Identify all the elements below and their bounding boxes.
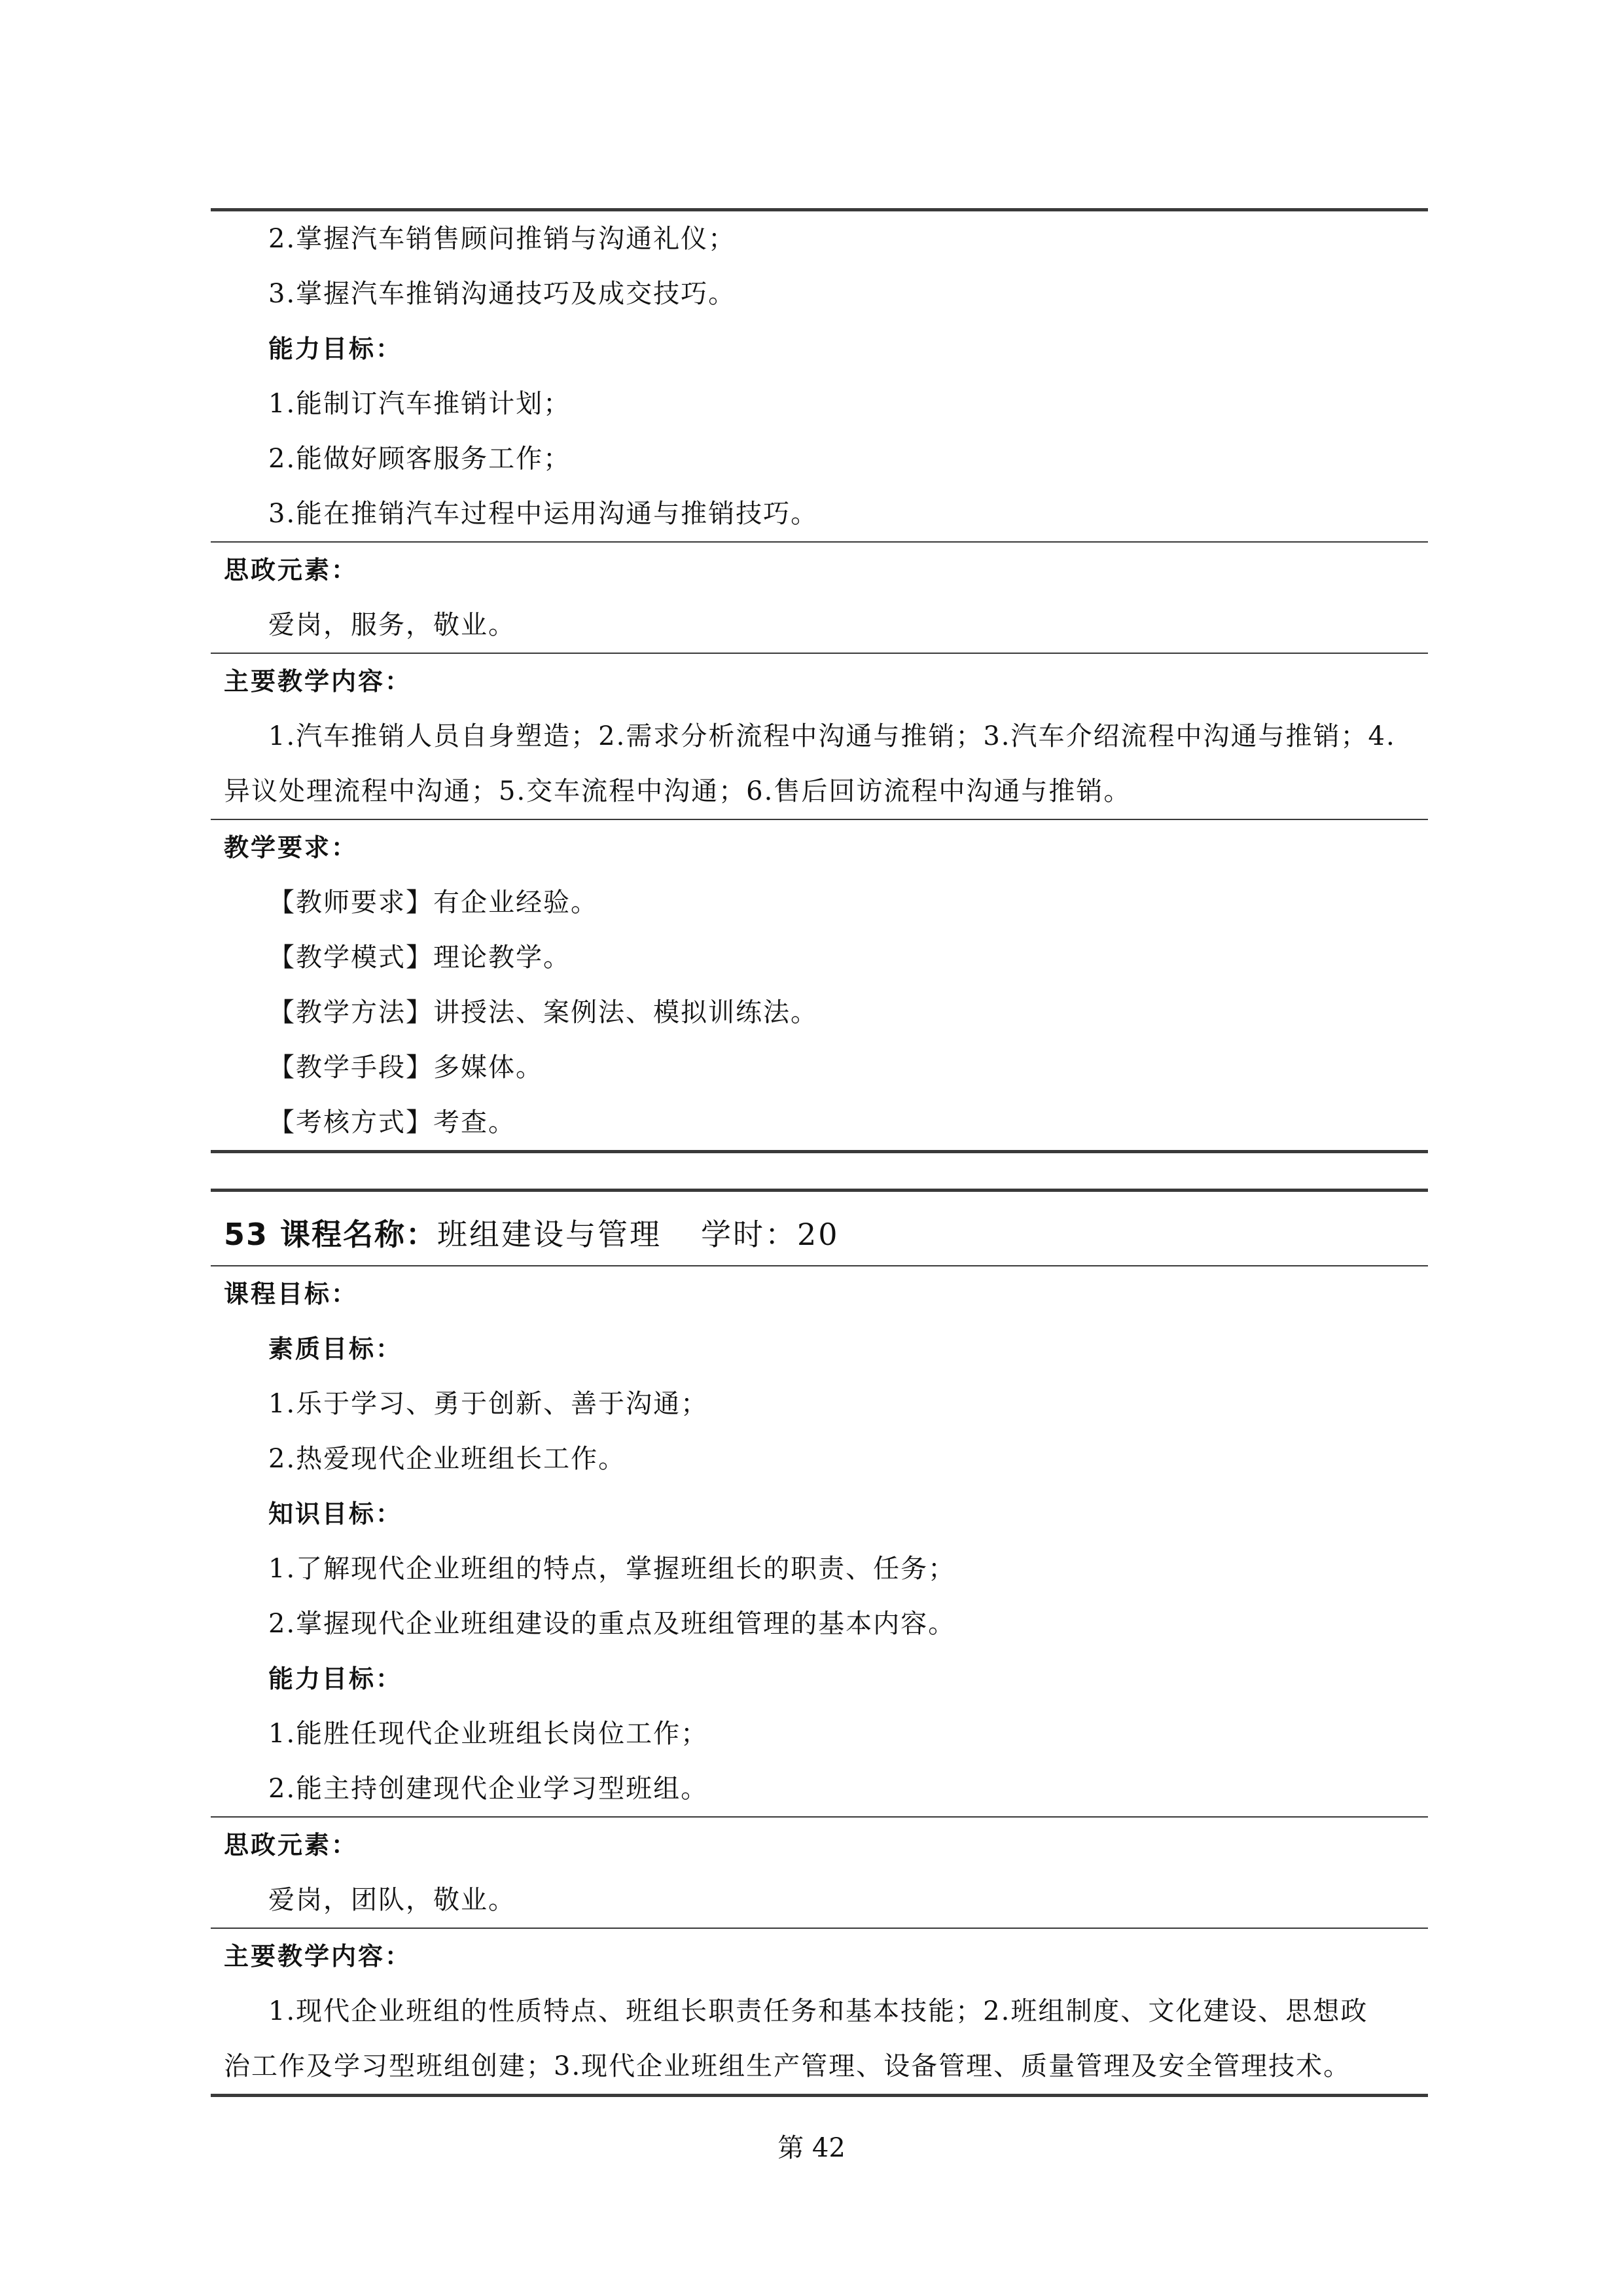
requirement-assessment: 【考核方式】考查。 (268, 1107, 516, 1138)
requirement-mode: 【教学模式】理论教学。 (268, 942, 571, 973)
knowledge-heading: 知识目标： (268, 1499, 403, 1528)
requirement-means: 【教学手段】多媒体。 (268, 1052, 543, 1083)
content-heading: 主要教学内容： (224, 667, 412, 696)
knowledge-item-1: 1.了解现代企业班组的特点，掌握班组长的职责、任务； (268, 1554, 956, 1584)
ideology-cell (211, 1816, 1428, 1928)
goals-cell (211, 1265, 1428, 1816)
ideology-heading: 思政元素： (224, 1831, 359, 1859)
ability-item-1: 1.能制订汽车推销计划； (268, 389, 571, 419)
course-52-table (211, 208, 1428, 1153)
ability-heading: 能力目标： (268, 334, 403, 363)
page-number: 第 42 (777, 2133, 846, 2163)
knowledge-item-3: 3.掌握汽车推销沟通技巧及成交技巧。 (268, 279, 736, 309)
course-hours: 学时：20 (701, 1217, 840, 1252)
ability-item-3: 3.能在推销汽车过程中运用沟通与推销技巧。 (268, 499, 819, 529)
ability-item-1: 1.能胜任现代企业班组长岗位工作； (268, 1719, 709, 1749)
content-line-2: 异议处理流程中沟通；5.交车流程中沟通；6.售后回访流程中沟通与推销。 (224, 776, 1132, 806)
requirement-teacher: 【教师要求】有企业经验。 (268, 888, 598, 918)
course-title (211, 1192, 1428, 1265)
quality-heading: 素质目标： (268, 1335, 403, 1363)
ideology-text: 爱岗，服务，敬业。 (268, 610, 516, 640)
content-cell (211, 653, 1428, 819)
requirement-method: 【教学方法】讲授法、案例法、模拟训练法。 (268, 997, 818, 1028)
ability-item-2: 2.能主持创建现代企业学习型班组。 (268, 1774, 709, 1804)
ideology-cell (211, 541, 1428, 653)
requirements-cell (211, 819, 1428, 1150)
quality-item-2: 2.热爱现代企业班组长工作。 (268, 1444, 626, 1474)
content-line-1: 1.现代企业班组的性质特点、班组长职责任务和基本技能；2.班组制度、文化建设、思想政 (268, 1996, 1368, 2026)
quality-item-1: 1.乐于学习、勇于创新、善于沟通； (268, 1389, 709, 1419)
ideology-heading: 思政元素： (224, 556, 359, 584)
course-title-value: 班组建设与管理 (437, 1217, 662, 1252)
course-53-table (211, 1189, 1428, 2097)
content-cell (211, 1928, 1428, 2094)
content-heading: 主要教学内容： (224, 1942, 412, 1971)
course-title-label: 53 课程名称： (224, 1217, 438, 1252)
content-line-2: 治工作及学习型班组创建；3.现代企业班组生产管理、设备管理、质量管理及安全管理技术。 (224, 2051, 1351, 2081)
knowledge-item-2: 2.掌握汽车销售顾问推销与沟通礼仪； (268, 224, 736, 254)
knowledge-item-2: 2.掌握现代企业班组建设的重点及班组管理的基本内容。 (268, 1609, 956, 1639)
course-title-cell (211, 1192, 1428, 1265)
ability-heading: 能力目标： (268, 1664, 403, 1693)
requirements-heading: 教学要求： (224, 833, 359, 862)
ability-item-2: 2.能做好顾客服务工作； (268, 444, 571, 474)
objectives-cell (211, 211, 1428, 541)
ideology-text: 爱岗，团队，敬业。 (268, 1885, 516, 1915)
content-line-1: 1.汽车推销人员自身塑造；2.需求分析流程中沟通与推销；3.汽车介绍流程中沟通与推销；4. (268, 721, 1396, 751)
goals-heading: 课程目标： (224, 1280, 359, 1308)
